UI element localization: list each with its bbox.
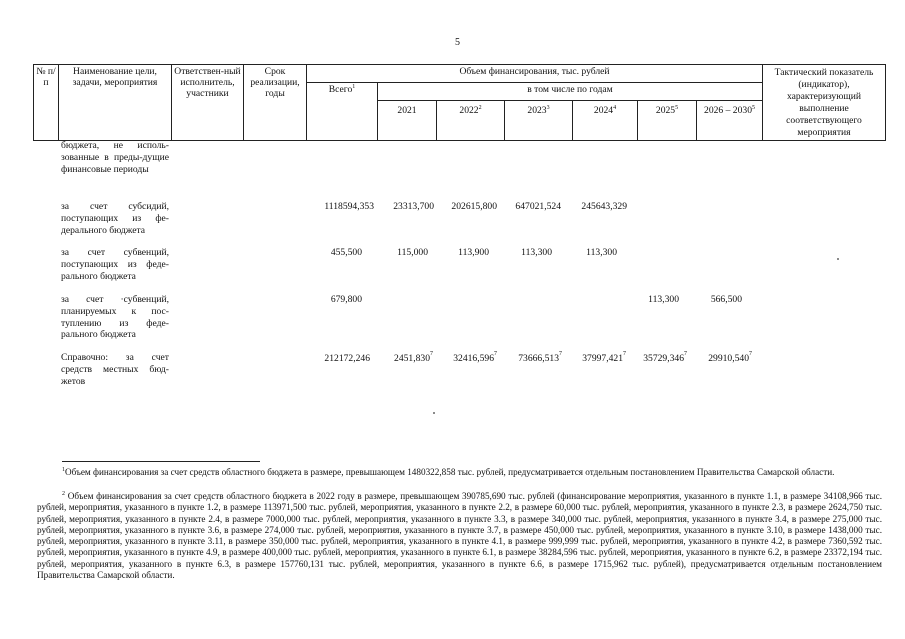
header-col-number: № п/п	[34, 65, 59, 141]
value-2024: 113,300	[586, 247, 617, 258]
row-description: бюджета, не исполь-зованные в преды-дущие финансовые периоды	[61, 140, 169, 175]
header-year-2022: 2022$^2$	[437, 101, 505, 141]
value-2026-2030: 29910,540$^7$	[708, 351, 752, 364]
row-description: Справочно: за счет средств местных бюд-жетов	[61, 352, 169, 387]
header-year-2021: 2021	[378, 101, 437, 141]
value-2025: 113,300	[648, 294, 679, 305]
value-total: 455,500	[330, 247, 362, 258]
value-2022: 32416,596$^7$	[453, 351, 497, 364]
header-col-responsible: Ответствен-ный исполнитель, участники	[172, 65, 244, 141]
value-2022: 113,900	[458, 247, 489, 258]
header-year-2026-2030: 2026 – 2030$^5$	[697, 101, 763, 141]
value-2024: 245643,329	[581, 201, 627, 212]
row-description: за счет ·субвенций, планируемых к пос-туплению из феде-рального бюджета	[61, 294, 169, 341]
footnote-1: $^1$Объем финансирования за счет средств областного бюджета в размере, превышающем 1480322,858 тыс. рублей, предусматривается отдельным постановлением Правительства Самарской области.	[62, 467, 835, 477]
header-col-financing: Объем финансирования, тыс. рублей	[307, 65, 763, 83]
row-description: за счет субсидий, поступающих из фе-дерального бюджета	[61, 201, 169, 236]
value-2023: 647021,524	[515, 201, 561, 212]
value-2021: 115,000	[397, 247, 428, 258]
header-year-2023: 2023$^3$	[505, 101, 573, 141]
page-number: 5	[455, 37, 460, 48]
value-2025: 35729,346$^7$	[643, 351, 687, 364]
scan-speck	[433, 412, 435, 414]
value-total: 1118594,353	[324, 201, 374, 212]
value-2023: 113,300	[521, 247, 552, 258]
table-header	[33, 64, 886, 141]
value-2021: 23313,700	[393, 201, 434, 212]
scan-speck	[837, 258, 839, 260]
value-2023: 73666,513$^7$	[518, 351, 562, 364]
header-col-total: Всего$^1$	[307, 83, 378, 141]
footnote-2: $^2$ Объем финансирования за счет средств областного бюджета в 2022 году в размере, превышающем 390785,690 тыс. рублей (финансирование мероприятия, указанного в пункте 1.1, в размере 34108,966 тыс. рублей, мероприятия, указанного в пункте 1.2, в размере 113971,500 тыс. рублей, мероприятия, указанного в пункте 2.2, в размере 60,000 тыс. рублей, мероприятия, указанного в пункте 2.3, в размере 2624,750 тыс. рублей, мероприятия, указанного в пункте 2.4, в размере 7000,000 тыс. рублей, мероприятия, указанного в пункте 3.3, в размере 340,000 тыс. рублей, мероприятия, указанного в пункте 3.4, в размере 275,000 тыс. рублей, мероприятия, указанного в пункте 3.6, в размере 274,000 тыс. рублей, мероприятия, указанного в пункте 3.7, в размере 450,000 тыс. рублей, мероприятия, указанного в пункте 3.10, в размере 1438,000 тыс. рублей, мероприятия, указанного в пункте 3.11, в размере 350,000 тыс. рублей, мероприятия, указанного в пункте 4.1, в размере 999,999 тыс. рублей, мероприятия, указанного в пункте 4.2, в размере 7360,592 тыс. рублей, мероприятия, указанного в пункте 4.9, в размере 400,000 тыс. рублей, мероприятия, указанного в пункте 6.1, в размере 38284,596 тыс. рублей, мероприятия, указанного в пункте 6.2, в размере 23372,194 тыс. рублей, мероприятия, указанного в пункте 6.3, в размере 157760,131 тыс. рублей, мероприятия, указанного в пункте 6.6, в размере 1715,962 тыс. рублей), предусматривается отдельным постановлением Правительства Самарской области.	[37, 491, 882, 581]
value-2024: 37997,421$^7$	[582, 351, 626, 364]
value-total: 212172,246	[324, 353, 370, 364]
header-year-2025: 2025$^5$	[638, 101, 697, 141]
value-2021: 2451,830$^7$	[394, 351, 433, 364]
header-year-2024: 2024$^4$	[573, 101, 638, 141]
header-col-by-year: в том числе по годам	[378, 83, 763, 101]
row-description: за счет субвенций, поступающих из феде-рального бюджета	[61, 247, 169, 282]
header-col-indicator: Тактический показатель (индикатор), характеризующий выполнение соответствующего мероприятия	[763, 65, 886, 141]
header-col-name: Наименование цели, задачи, мероприятия	[59, 65, 172, 141]
value-2022: 202615,800	[451, 201, 497, 212]
footnote-separator	[62, 461, 260, 462]
value-total: 679,800	[330, 294, 362, 305]
value-2026-2030: 566,500	[710, 294, 742, 305]
header-col-term: Срок реализации, годы	[244, 65, 307, 141]
